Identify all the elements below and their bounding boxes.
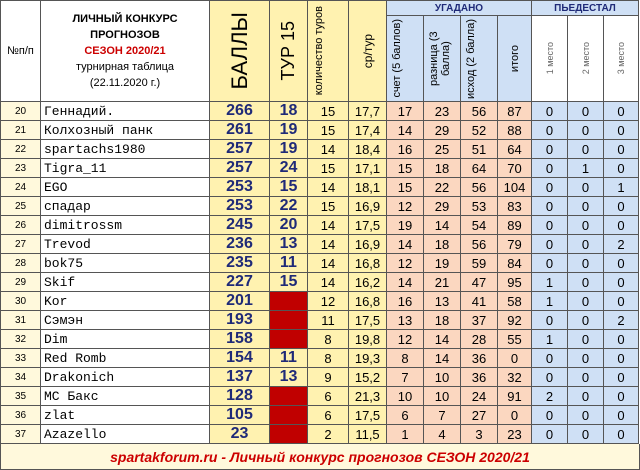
avg-value: 18,4 — [349, 140, 387, 159]
diff-value: 10 — [424, 387, 461, 406]
place2-value: 0 — [568, 349, 604, 368]
place2-value: 0 — [568, 368, 604, 387]
subtitle: турнирная таблица — [75, 61, 175, 73]
tours-count: 14 — [308, 235, 349, 254]
avg-value: 16,8 — [349, 292, 387, 311]
footer-label: spartakforum.ru - Личный конкурс прогнозов СЕЗОН 2020/21 — [110, 448, 530, 465]
tours-count: 8 — [308, 349, 349, 368]
points-value: 235 — [210, 254, 270, 273]
place2-value: 0 — [568, 102, 604, 121]
place3-value: 0 — [604, 349, 639, 368]
tours-count: 12 — [308, 292, 349, 311]
row-number: 27 — [0, 235, 41, 254]
avg-header-label: ср/тур — [360, 33, 375, 69]
diff-value: 18 — [424, 159, 461, 178]
tour-value: 13 — [270, 235, 308, 254]
score-value: 7 — [387, 368, 424, 387]
points-value: 261 — [210, 121, 270, 140]
tours-count: 14 — [308, 254, 349, 273]
score-header — [387, 16, 424, 102]
place3-value: 0 — [604, 330, 639, 349]
rownum-header-label: №п/п — [7, 45, 34, 57]
outcome-value: 56 — [461, 235, 498, 254]
points-value: 105 — [210, 406, 270, 425]
tour-value — [270, 406, 308, 425]
total-value: 0 — [498, 349, 532, 368]
row-number: 31 — [0, 311, 41, 330]
outcome-value: 47 — [461, 273, 498, 292]
tours-count: 14 — [308, 216, 349, 235]
participant-name: Skif — [41, 273, 210, 292]
participant-name: Kor — [41, 292, 210, 311]
participant-name: Dim — [41, 330, 210, 349]
total-value: 70 — [498, 159, 532, 178]
avg-value: 19,8 — [349, 330, 387, 349]
tours-count: 6 — [308, 406, 349, 425]
place1-header — [532, 16, 568, 102]
outcome-value: 27 — [461, 406, 498, 425]
outcome-value: 3 — [461, 425, 498, 444]
points-value: 245 — [210, 216, 270, 235]
row-number: 23 — [0, 159, 41, 178]
place1-value: 0 — [532, 368, 568, 387]
podium-header — [532, 0, 639, 16]
score-value: 14 — [387, 273, 424, 292]
place1-value: 0 — [532, 235, 568, 254]
points-value: 154 — [210, 349, 270, 368]
place3-value: 2 — [604, 311, 639, 330]
score-value: 12 — [387, 254, 424, 273]
place2-value: 0 — [568, 235, 604, 254]
participant-name: Сэмэн — [41, 311, 210, 330]
row-number: 33 — [0, 349, 41, 368]
participant-name: zlat — [41, 406, 210, 425]
diff-header — [424, 16, 461, 102]
avg-value: 19,3 — [349, 349, 387, 368]
avg-value: 11,5 — [349, 425, 387, 444]
season-label: СЕЗОН 2020/21 — [84, 45, 166, 57]
place2-value: 0 — [568, 292, 604, 311]
outcome-value: 56 — [461, 102, 498, 121]
diff-value: 29 — [424, 121, 461, 140]
row-number: 34 — [0, 368, 41, 387]
place2-value: 0 — [568, 330, 604, 349]
participant-name: dimitrossm — [41, 216, 210, 235]
tour-value: 11 — [270, 349, 308, 368]
diff-value: 10 — [424, 368, 461, 387]
points-value: 128 — [210, 387, 270, 406]
place2-value: 1 — [568, 159, 604, 178]
score-value: 14 — [387, 235, 424, 254]
outcome-value: 37 — [461, 311, 498, 330]
place3-value: 0 — [604, 406, 639, 425]
tour-header — [270, 0, 308, 102]
place3-value: 0 — [604, 425, 639, 444]
diff-value: 29 — [424, 197, 461, 216]
total-value: 104 — [498, 178, 532, 197]
avg-value: 17,4 — [349, 121, 387, 140]
points-value: 253 — [210, 197, 270, 216]
outcome-value: 36 — [461, 368, 498, 387]
avg-value: 17,5 — [349, 406, 387, 425]
place2-value: 0 — [568, 254, 604, 273]
place1-value: 0 — [532, 140, 568, 159]
row-number: 29 — [0, 273, 41, 292]
place2-value: 0 — [568, 216, 604, 235]
row-number: 30 — [0, 292, 41, 311]
place2-header — [568, 16, 604, 102]
tours-count: 15 — [308, 159, 349, 178]
participant-name: bok75 — [41, 254, 210, 273]
tour-value: 18 — [270, 102, 308, 121]
place3-value: 0 — [604, 102, 639, 121]
tour-value — [270, 387, 308, 406]
row-number: 24 — [0, 178, 41, 197]
place3-value: 0 — [604, 254, 639, 273]
points-value: 236 — [210, 235, 270, 254]
tour-value: 15 — [270, 178, 308, 197]
outcome-value: 24 — [461, 387, 498, 406]
tours-count: 11 — [308, 311, 349, 330]
date-label: (22.11.2020 г.) — [89, 77, 161, 89]
avg-value: 16,9 — [349, 197, 387, 216]
place1-value: 2 — [532, 387, 568, 406]
avg-value: 16,8 — [349, 254, 387, 273]
place3-value: 0 — [604, 140, 639, 159]
row-number: 35 — [0, 387, 41, 406]
total-value: 58 — [498, 292, 532, 311]
participant-name: MC Бакс — [41, 387, 210, 406]
place3-header-label: 3 место — [616, 42, 626, 75]
total-value: 88 — [498, 121, 532, 140]
avg-value: 17,7 — [349, 102, 387, 121]
place3-value: 2 — [604, 235, 639, 254]
outcome-value: 52 — [461, 121, 498, 140]
place2-value: 0 — [568, 140, 604, 159]
row-number: 21 — [0, 121, 41, 140]
tours-count: 14 — [308, 273, 349, 292]
points-header-label: БАЛЛЫ — [226, 12, 252, 90]
participant-name: Trevod — [41, 235, 210, 254]
outcome-value: 53 — [461, 197, 498, 216]
guessed-header-label: УГАДАНО — [434, 2, 484, 14]
tours-count: 14 — [308, 140, 349, 159]
participant-name: Red Romb — [41, 349, 210, 368]
tours-count: 2 — [308, 425, 349, 444]
place3-value: 0 — [604, 216, 639, 235]
place1-value: 1 — [532, 273, 568, 292]
points-value: 158 — [210, 330, 270, 349]
diff-value: 13 — [424, 292, 461, 311]
place1-value: 0 — [532, 311, 568, 330]
place2-header-label: 2 место — [580, 42, 591, 75]
tours-count: 15 — [308, 121, 349, 140]
participant-name: EGO — [41, 178, 210, 197]
place3-value: 0 — [604, 121, 639, 140]
participant-name: Колхозный панк — [41, 121, 210, 140]
place3-value: 0 — [604, 197, 639, 216]
place1-value: 1 — [532, 330, 568, 349]
participant-name: Геннадий. — [41, 102, 210, 121]
points-value: 201 — [210, 292, 270, 311]
row-number: 20 — [0, 102, 41, 121]
participant-name: спадар — [41, 197, 210, 216]
avg-value: 15,2 — [349, 368, 387, 387]
place1-value: 0 — [532, 349, 568, 368]
points-value: 253 — [210, 178, 270, 197]
tours-count: 8 — [308, 330, 349, 349]
outcome-value: 59 — [461, 254, 498, 273]
tour-value: 19 — [270, 140, 308, 159]
avg-value: 17,5 — [349, 216, 387, 235]
score-value: 19 — [387, 216, 424, 235]
diff-value: 14 — [424, 216, 461, 235]
avg-value: 16,9 — [349, 235, 387, 254]
tour-value: 22 — [270, 197, 308, 216]
avg-value: 21,3 — [349, 387, 387, 406]
tours-count: 15 — [308, 197, 349, 216]
score-value: 12 — [387, 330, 424, 349]
place1-value: 1 — [532, 292, 568, 311]
title-block — [41, 0, 210, 102]
participant-name: Drakonich — [41, 368, 210, 387]
total-header — [498, 16, 532, 102]
score-value: 16 — [387, 292, 424, 311]
avg-header — [349, 0, 387, 102]
row-number: 26 — [0, 216, 41, 235]
row-number: 37 — [0, 425, 41, 444]
row-number: 22 — [0, 140, 41, 159]
tours-count: 15 — [308, 102, 349, 121]
tours-count: 6 — [308, 387, 349, 406]
total-value: 64 — [498, 140, 532, 159]
outcome-value: 36 — [461, 349, 498, 368]
total-value: 87 — [498, 102, 532, 121]
diff-value: 18 — [424, 311, 461, 330]
diff-value: 25 — [424, 140, 461, 159]
diff-value: 14 — [424, 349, 461, 368]
total-value: 91 — [498, 387, 532, 406]
row-number: 36 — [0, 406, 41, 425]
place1-value: 0 — [532, 425, 568, 444]
total-value: 95 — [498, 273, 532, 292]
participant-name: spartachs1980 — [41, 140, 210, 159]
score-value: 12 — [387, 197, 424, 216]
place2-value: 0 — [568, 121, 604, 140]
place3-header — [604, 16, 639, 102]
place3-value: 0 — [604, 292, 639, 311]
title-line2: ПРОГНОЗОВ — [90, 29, 160, 41]
place1-header-label: 1 место — [544, 42, 555, 75]
outcome-value: 41 — [461, 292, 498, 311]
participant-name: Tigra_11 — [41, 159, 210, 178]
total-value: 0 — [498, 406, 532, 425]
diff-value: 19 — [424, 254, 461, 273]
outcome-header-label: исход (2 балла) — [465, 18, 477, 99]
diff-value: 18 — [424, 235, 461, 254]
place1-value: 0 — [532, 406, 568, 425]
diff-header-label: разница (3 балла) — [428, 31, 452, 86]
total-value: 92 — [498, 311, 532, 330]
row-number: 32 — [0, 330, 41, 349]
footer — [0, 444, 640, 470]
points-value: 193 — [210, 311, 270, 330]
outcome-value: 54 — [461, 216, 498, 235]
podium-header-label: ПЬЕДЕСТАЛ — [554, 2, 616, 14]
place1-value: 0 — [532, 102, 568, 121]
place3-value: 1 — [604, 178, 639, 197]
guessed-header — [387, 0, 532, 16]
total-value: 55 — [498, 330, 532, 349]
place1-value: 0 — [532, 254, 568, 273]
points-value: 23 — [210, 425, 270, 444]
place3-value: 0 — [604, 368, 639, 387]
place2-value: 0 — [568, 406, 604, 425]
avg-value: 17,1 — [349, 159, 387, 178]
total-value: 79 — [498, 235, 532, 254]
num-tours-header-label: количество туров — [313, 6, 325, 96]
total-value: 83 — [498, 197, 532, 216]
score-value: 6 — [387, 406, 424, 425]
avg-value: 16,2 — [349, 273, 387, 292]
points-value: 137 — [210, 368, 270, 387]
score-value: 1 — [387, 425, 424, 444]
points-value: 257 — [210, 140, 270, 159]
place3-value: 0 — [604, 387, 639, 406]
place2-value: 0 — [568, 178, 604, 197]
score-value: 14 — [387, 121, 424, 140]
diff-value: 23 — [424, 102, 461, 121]
outcome-value: 51 — [461, 140, 498, 159]
total-value: 89 — [498, 216, 532, 235]
score-header-label: счет (5 баллов) — [391, 19, 403, 98]
outcome-header — [461, 16, 498, 102]
row-number: 25 — [0, 197, 41, 216]
rownum-header — [0, 0, 41, 102]
tour-value: 13 — [270, 368, 308, 387]
diff-value: 21 — [424, 273, 461, 292]
score-value: 15 — [387, 178, 424, 197]
tour-value — [270, 311, 308, 330]
tours-count: 9 — [308, 368, 349, 387]
place3-value: 0 — [604, 273, 639, 292]
place2-value: 0 — [568, 273, 604, 292]
total-value: 32 — [498, 368, 532, 387]
place1-value: 0 — [532, 178, 568, 197]
place1-value: 0 — [532, 121, 568, 140]
tour-value — [270, 330, 308, 349]
place2-value: 0 — [568, 311, 604, 330]
row-number: 28 — [0, 254, 41, 273]
tour-value: 19 — [270, 121, 308, 140]
tours-count: 14 — [308, 178, 349, 197]
diff-value: 4 — [424, 425, 461, 444]
tour-value — [270, 425, 308, 444]
score-value: 8 — [387, 349, 424, 368]
total-header-label: итого — [508, 44, 521, 73]
score-value: 13 — [387, 311, 424, 330]
points-value: 266 — [210, 102, 270, 121]
score-value: 15 — [387, 159, 424, 178]
place1-value: 0 — [532, 159, 568, 178]
score-value: 10 — [387, 387, 424, 406]
tour-value: 24 — [270, 159, 308, 178]
participant-name: Azazello — [41, 425, 210, 444]
points-header — [210, 0, 270, 102]
points-value: 257 — [210, 159, 270, 178]
avg-value: 17,5 — [349, 311, 387, 330]
place2-value: 0 — [568, 425, 604, 444]
tour-value: 20 — [270, 216, 308, 235]
total-value: 23 — [498, 425, 532, 444]
outcome-value: 56 — [461, 178, 498, 197]
place2-value: 0 — [568, 197, 604, 216]
place1-value: 0 — [532, 197, 568, 216]
place2-value: 0 — [568, 387, 604, 406]
diff-value: 14 — [424, 330, 461, 349]
outcome-value: 28 — [461, 330, 498, 349]
tour-value: 15 — [270, 273, 308, 292]
place1-value: 0 — [532, 216, 568, 235]
tour-header-label: ТУР 15 — [278, 21, 298, 81]
score-value: 16 — [387, 140, 424, 159]
total-value: 84 — [498, 254, 532, 273]
points-value: 227 — [210, 273, 270, 292]
score-value: 17 — [387, 102, 424, 121]
diff-value: 22 — [424, 178, 461, 197]
diff-value: 7 — [424, 406, 461, 425]
avg-value: 18,1 — [349, 178, 387, 197]
tour-value: 11 — [270, 254, 308, 273]
num-tours-header — [308, 0, 349, 102]
title-line1: ЛИЧНЫЙ КОНКУРС — [72, 13, 178, 25]
tour-value — [270, 292, 308, 311]
outcome-value: 64 — [461, 159, 498, 178]
place3-value: 0 — [604, 159, 639, 178]
